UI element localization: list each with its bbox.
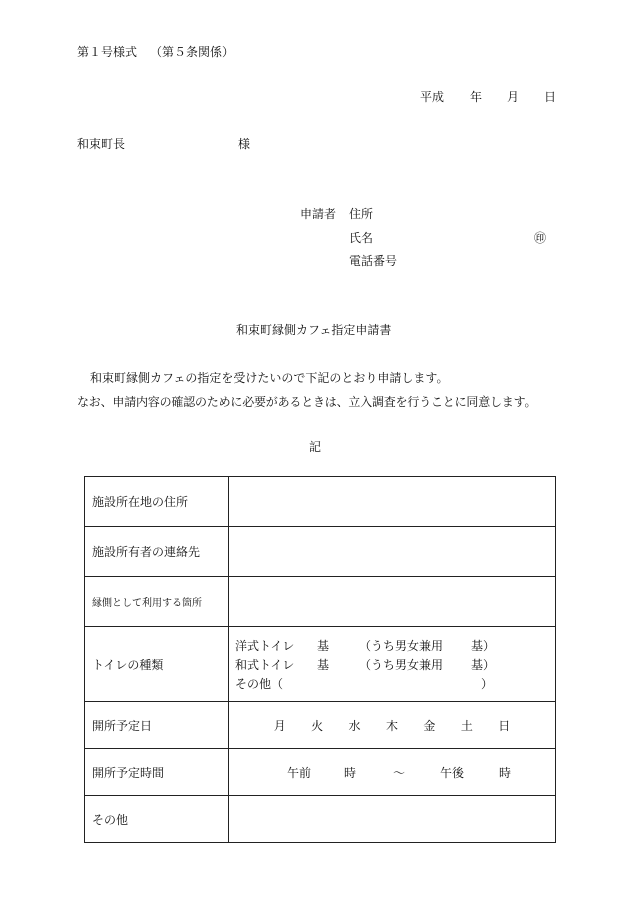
opening-hours-line (229, 749, 555, 795)
applicant-phone-label: 電話番号 (349, 254, 398, 268)
seal-mark: ㊞ (534, 231, 547, 245)
weekday-sun[interactable]: 日 (498, 718, 511, 733)
opening-days-field[interactable] (229, 702, 556, 749)
toilet-western-shared-close: 基） (471, 638, 496, 653)
body-line-2: なお、申請内容の確認のために必要があるときは、立入調査を行うことに同意します。 (77, 395, 537, 409)
toilet-japanese-unit: 基 (317, 657, 330, 672)
facility-owner-contact-label: 施設所有者の連絡先 (85, 527, 229, 577)
engawa-location-label: 縁側として利用する箇所 (85, 577, 229, 627)
date-era: 平成 (420, 90, 445, 104)
table-row (85, 749, 556, 796)
toilet-type-label: トイレの種類 (85, 627, 229, 702)
table-row (85, 577, 556, 627)
hours-am: 午前 (287, 766, 312, 780)
applicant-address-label: 住所 (349, 207, 374, 221)
toilet-japanese-label: 和式トイレ (235, 657, 295, 672)
opening-hours-field[interactable] (229, 749, 556, 796)
hours-pm: 午後 (440, 766, 465, 780)
table-row (85, 796, 556, 843)
toilet-type-field[interactable] (229, 627, 556, 702)
hours-tilde: 〜 (393, 766, 406, 780)
hours-am-hour: 時 (344, 766, 357, 780)
toilet-western-unit: 基 (317, 638, 330, 653)
toilet-japanese-shared: （うち男女兼用 (359, 657, 444, 672)
opening-days-label: 開所予定日 (85, 702, 229, 749)
addressee-name: 和束町長 (77, 137, 126, 151)
toilet-other-label: その他（ (235, 676, 284, 691)
toilet-western-label: 洋式トイレ (235, 638, 295, 653)
table-row (85, 702, 556, 749)
weekday-sat[interactable]: 土 (460, 718, 473, 733)
toilet-western-shared: （うち男女兼用 (359, 638, 444, 653)
weekday-list (229, 717, 555, 734)
application-table (84, 476, 556, 843)
facility-owner-contact-field[interactable] (229, 527, 556, 577)
facility-address-label: 施設所在地の住所 (85, 477, 229, 527)
table-row (85, 627, 556, 702)
form-article: （第５条関係） (150, 45, 235, 59)
facility-address-field[interactable] (229, 477, 556, 527)
applicant-label: 申請者 (300, 207, 337, 221)
toilet-western-line (229, 636, 555, 655)
form-number: 第１号様式 (77, 45, 138, 59)
weekday-mon[interactable]: 月 (273, 718, 286, 733)
weekday-fri[interactable]: 金 (423, 718, 436, 733)
applicant-name-label: 氏名 (349, 231, 374, 245)
hours-pm-hour: 時 (499, 766, 512, 780)
weekday-wed[interactable]: 水 (348, 718, 361, 733)
table-row (85, 527, 556, 577)
toilet-japanese-shared-close: 基） (471, 657, 496, 672)
toilet-other-close: ） (481, 676, 494, 691)
opening-hours-label: 開所予定時間 (85, 749, 229, 796)
other-field[interactable] (229, 796, 556, 843)
ki-mark: 記 (309, 440, 322, 454)
addressee-honorific: 様 (238, 137, 251, 151)
body-line-1: 和束町縁側カフェの指定を受けたいので下記のとおり申請します。 (90, 371, 449, 385)
other-label: その他 (85, 796, 229, 843)
weekday-tue[interactable]: 火 (311, 718, 324, 733)
engawa-location-field[interactable] (229, 577, 556, 627)
weekday-thu[interactable]: 木 (385, 718, 398, 733)
date-day: 日 (544, 90, 557, 104)
date-year: 年 (470, 90, 483, 104)
document-title: 和束町縁側カフェ指定申請書 (236, 323, 392, 337)
table-row (85, 477, 556, 527)
toilet-japanese-line (229, 655, 555, 674)
date-month: 月 (507, 90, 520, 104)
toilet-other-line (229, 674, 555, 693)
